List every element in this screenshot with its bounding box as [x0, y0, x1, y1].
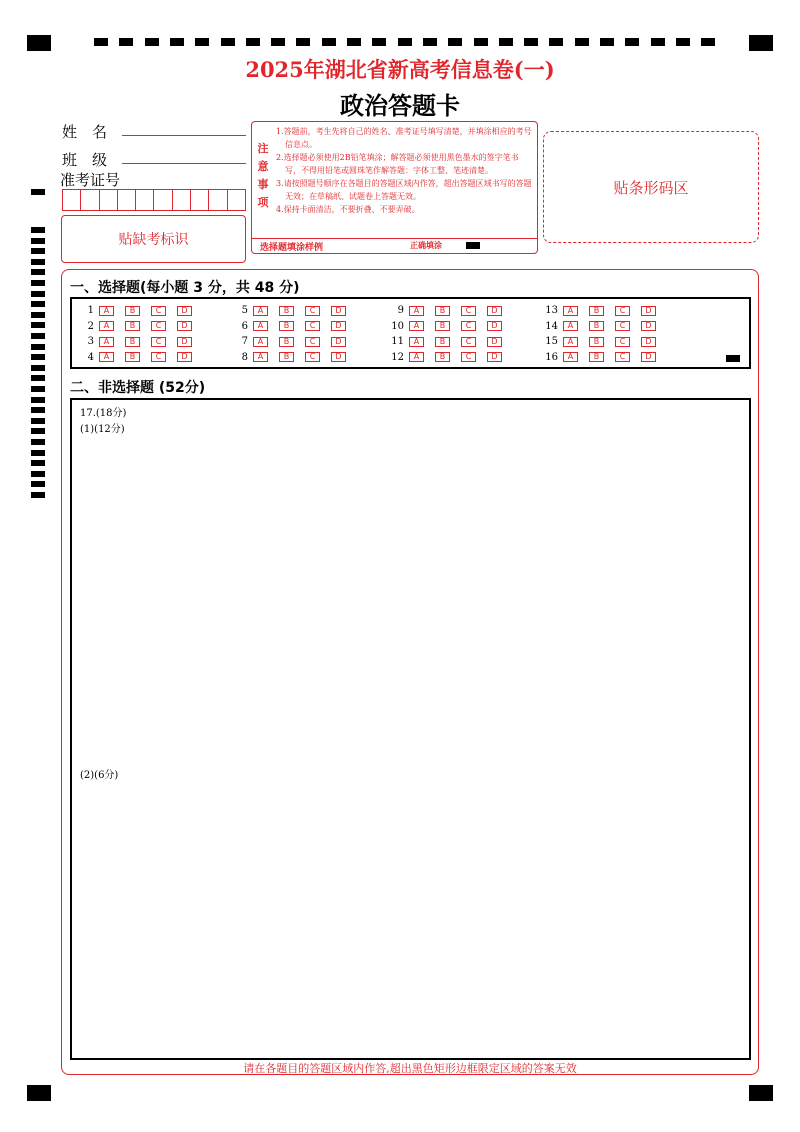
option-bubble[interactable]: D: [487, 321, 502, 331]
timing-mark: [322, 38, 336, 46]
timing-mark: [246, 38, 260, 46]
option-bubble[interactable]: B: [589, 352, 604, 362]
option-bubble[interactable]: B: [435, 352, 450, 362]
multiple-choice-area: [70, 297, 751, 369]
card-subtitle: 政治答题卡: [340, 91, 460, 120]
option-bubble[interactable]: B: [435, 321, 450, 331]
timing-mark: [31, 492, 45, 498]
timing-mark: [31, 333, 45, 339]
correct-fill-label: 正确填涂: [410, 240, 442, 250]
name-label: 姓 名: [62, 123, 108, 141]
timing-mark: [31, 460, 45, 466]
notice-title: 注意事项: [257, 142, 269, 209]
timing-mark: [423, 38, 437, 46]
timing-mark: [31, 397, 45, 403]
question-number: 3: [87, 336, 94, 347]
notice-item: 3.请按照题号顺序在各题目的答题区域内作答，超出答题区域书写的答题无效；在草稿纸、试题卷上答题无效。: [276, 179, 532, 201]
timing-mark: [31, 354, 45, 360]
option-bubble[interactable]: D: [177, 352, 192, 362]
question-row: [234, 352, 357, 363]
question-number: 16: [545, 351, 558, 363]
timing-mark: [474, 38, 488, 46]
question-row: [544, 321, 667, 332]
option-bubble[interactable]: D: [177, 306, 192, 316]
section1-title: 一、选择题(每小题 3 分，共 48 分): [70, 280, 300, 296]
timing-mark: [195, 38, 209, 46]
option-bubble[interactable]: B: [589, 321, 604, 331]
timing-mark: [31, 322, 45, 328]
question-row: [544, 336, 667, 347]
timing-mark: [651, 38, 665, 46]
section2-title: 二、非选择题 (52分): [70, 380, 206, 396]
timing-mark: [31, 471, 45, 477]
timing-mark: [31, 269, 45, 275]
timing-mark: [31, 344, 45, 350]
option-bubble[interactable]: B: [435, 306, 450, 316]
option-bubble[interactable]: A: [563, 306, 578, 316]
option-bubble[interactable]: D: [641, 337, 656, 347]
timing-mark: [575, 38, 589, 46]
timing-mark: [31, 450, 45, 456]
option-bubble[interactable]: A: [409, 337, 424, 347]
timing-mark: [31, 375, 45, 381]
question-number: 2: [87, 320, 94, 332]
option-bubble[interactable]: C: [615, 352, 630, 362]
option-bubble[interactable]: B: [435, 337, 450, 347]
option-bubble[interactable]: C: [305, 321, 320, 331]
option-bubble[interactable]: A: [99, 321, 114, 331]
timing-mark: [170, 38, 184, 46]
question-number: 13: [545, 305, 558, 316]
question-row: [80, 352, 203, 363]
registration-mark-top-left: [27, 35, 51, 51]
timing-mark: [372, 38, 386, 46]
option-bubble[interactable]: C: [615, 321, 630, 331]
question-number: 5: [241, 305, 248, 316]
question-row: [234, 305, 357, 316]
option-bubble[interactable]: B: [589, 337, 604, 347]
timing-mark: [31, 439, 45, 445]
question-row: [390, 336, 513, 347]
option-bubble[interactable]: B: [279, 321, 294, 331]
option-bubble[interactable]: B: [125, 337, 140, 347]
option-bubble[interactable]: D: [641, 306, 656, 316]
question-row: [80, 321, 203, 332]
question-number: 7: [241, 336, 248, 347]
class-label: 班 级: [62, 151, 108, 169]
option-bubble[interactable]: A: [563, 337, 578, 347]
timing-mark: [31, 386, 45, 392]
option-bubble[interactable]: A: [99, 337, 114, 347]
option-bubble[interactable]: C: [615, 337, 630, 347]
timing-mark: [347, 38, 361, 46]
option-bubble[interactable]: D: [331, 321, 346, 331]
timing-mark: [600, 38, 614, 46]
timing-mark: [676, 38, 690, 46]
timing-mark: [31, 259, 45, 265]
timing-mark: [448, 38, 462, 46]
option-bubble[interactable]: C: [461, 321, 476, 331]
timing-mark: [221, 38, 235, 46]
barcode-area: 贴条形码区: [543, 131, 759, 243]
timing-mark: [549, 38, 563, 46]
option-bubble[interactable]: C: [151, 306, 166, 316]
question-number: 15: [545, 336, 558, 347]
timing-mark: [31, 189, 45, 195]
option-bubble[interactable]: A: [99, 306, 114, 316]
fill-sample-label: 选择题填涂样例: [260, 243, 324, 253]
option-bubble[interactable]: C: [305, 352, 320, 362]
absence-mark-box: 贴缺考标识: [61, 215, 246, 263]
timing-mark: [31, 481, 45, 487]
name-field[interactable]: [122, 135, 246, 136]
question-number: 4: [87, 351, 94, 363]
timing-mark: [271, 38, 285, 46]
option-bubble[interactable]: C: [305, 337, 320, 347]
question-number: 6: [241, 320, 248, 332]
registration-mark-bottom-right: [749, 1085, 773, 1101]
question-number: 11: [391, 336, 404, 347]
timing-mark: [31, 428, 45, 434]
option-bubble[interactable]: B: [279, 352, 294, 362]
question-row: [390, 321, 513, 332]
option-bubble[interactable]: A: [253, 306, 268, 316]
timing-mark: [296, 38, 310, 46]
exam-title: 2025年湖北省新高考信息卷(一): [245, 57, 555, 82]
timing-mark: [524, 38, 538, 46]
option-bubble[interactable]: D: [331, 352, 346, 362]
registration-mark-top-right: [749, 35, 773, 51]
option-bubble[interactable]: C: [461, 352, 476, 362]
notice-box: [251, 121, 538, 254]
option-bubble[interactable]: D: [487, 337, 502, 347]
timing-mark: [31, 238, 45, 244]
question-17-1-label: (1)(12分): [80, 424, 125, 435]
option-bubble[interactable]: D: [177, 337, 192, 347]
option-bubble[interactable]: B: [279, 337, 294, 347]
option-bubble[interactable]: A: [409, 321, 424, 331]
question-number: 10: [391, 320, 404, 332]
option-bubble[interactable]: D: [331, 337, 346, 347]
option-bubble[interactable]: A: [253, 337, 268, 347]
registration-mark-bottom-left: [27, 1085, 51, 1101]
timing-mark: [31, 291, 45, 297]
timing-mark: [31, 280, 45, 286]
question-number: 1: [87, 305, 94, 316]
option-bubble[interactable]: D: [331, 306, 346, 316]
question-number: 8: [241, 351, 248, 363]
class-field[interactable]: [122, 163, 246, 164]
timing-mark: [119, 38, 133, 46]
timing-mark: [31, 365, 45, 371]
notice-item: 4.保持卡面清洁，不要折叠、不要弄破。: [276, 205, 420, 214]
option-bubble[interactable]: B: [279, 306, 294, 316]
option-bubble[interactable]: C: [461, 337, 476, 347]
timing-mark: [94, 38, 108, 46]
option-bubble[interactable]: B: [125, 321, 140, 331]
option-bubble[interactable]: B: [589, 306, 604, 316]
timing-mark: [31, 312, 45, 318]
timing-mark: [398, 38, 412, 46]
option-bubble[interactable]: D: [487, 306, 502, 316]
option-bubble[interactable]: A: [563, 321, 578, 331]
option-bubble[interactable]: D: [487, 352, 502, 362]
timing-mark: [31, 227, 45, 233]
timing-mark: [701, 38, 715, 46]
timing-mark: [499, 38, 513, 46]
option-bubble[interactable]: D: [641, 352, 656, 362]
footer-warning: 请在各题目的答题区域内作答,超出黑色矩形边框限定区域的答案无效: [243, 1062, 577, 1075]
option-bubble[interactable]: D: [177, 321, 192, 331]
essay-answer-area[interactable]: [70, 398, 751, 1060]
option-bubble[interactable]: C: [151, 321, 166, 331]
option-bubble[interactable]: A: [253, 352, 268, 362]
option-bubble[interactable]: B: [125, 352, 140, 362]
question-row: [234, 336, 357, 347]
option-bubble[interactable]: A: [99, 352, 114, 362]
option-bubble[interactable]: C: [615, 306, 630, 316]
question-17-2-label: (2)(6分): [80, 770, 119, 781]
notice-item: 2.选择题必须使用2B铅笔填涂；解答题必须使用黑色墨水的签字笔书写，不得用铅笔或圆珠笔作解答题：字体工整、笔迹清楚。: [276, 153, 519, 175]
mcq-timing-mark: [726, 355, 740, 362]
option-bubble[interactable]: C: [151, 337, 166, 347]
timing-mark: [31, 418, 45, 424]
question-row: [234, 321, 357, 332]
timing-mark: [145, 38, 159, 46]
option-bubble[interactable]: D: [641, 321, 656, 331]
question-row: [80, 305, 203, 316]
fill-sample-bar: [252, 238, 537, 253]
notice-text: [276, 125, 534, 216]
question-row: [390, 352, 513, 363]
option-bubble[interactable]: A: [409, 352, 424, 362]
timing-mark: [31, 248, 45, 254]
timing-mark: [625, 38, 639, 46]
question-row: [390, 305, 513, 316]
timing-mark: [31, 301, 45, 307]
timing-mark: [31, 407, 45, 413]
id-label: 准考证号: [60, 171, 121, 189]
option-bubble[interactable]: A: [409, 306, 424, 316]
question-number: 14: [545, 320, 558, 332]
option-bubble[interactable]: A: [563, 352, 578, 362]
option-bubble[interactable]: C: [461, 306, 476, 316]
question-row: [80, 336, 203, 347]
question-17-label: 17.(18分): [80, 408, 127, 419]
option-bubble[interactable]: A: [253, 321, 268, 331]
question-number: 9: [397, 305, 404, 316]
question-number: 12: [391, 351, 404, 363]
notice-item: 1.答题前，考生先将自己的姓名、准考证号填写清楚，并填涂相应的考号信息点。: [276, 127, 532, 149]
question-row: [544, 352, 667, 363]
option-bubble[interactable]: C: [151, 352, 166, 362]
id-number-grid[interactable]: [62, 189, 246, 211]
question-row: [544, 305, 667, 316]
option-bubble[interactable]: C: [305, 306, 320, 316]
option-bubble[interactable]: B: [125, 306, 140, 316]
correct-fill-swatch: [466, 242, 480, 249]
